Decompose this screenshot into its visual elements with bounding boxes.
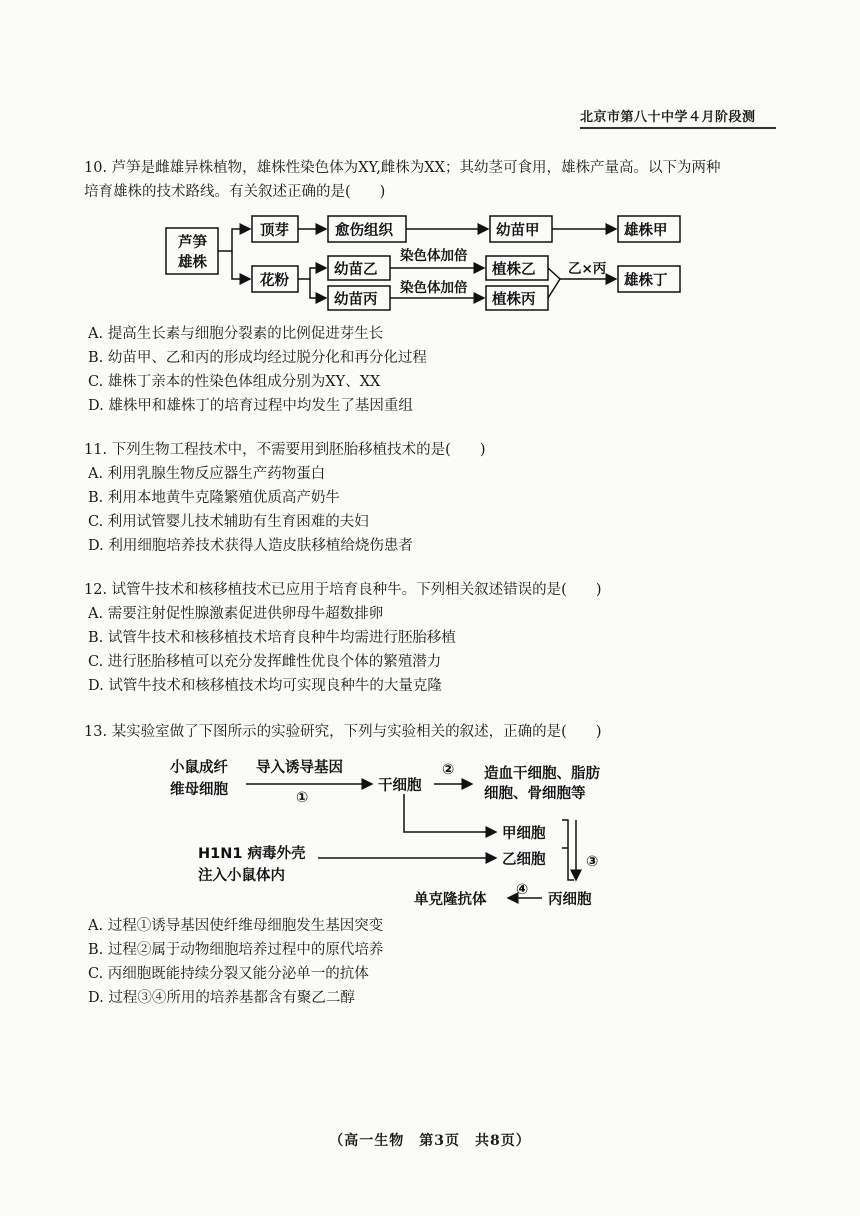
q13-diagram [166,752,646,916]
step1-label: ① [296,790,309,806]
induce-label: 导入诱导基因 [256,760,343,776]
male-a-label: 雄株甲 [624,223,668,239]
cell-b-label: 乙细胞 [502,852,546,868]
cell-a-label: 甲细胞 [502,826,546,842]
q13-option-b: B. 过程②属于动物细胞培养过程中的原代培养 [88,942,384,958]
seedling-b-label: 幼苗乙 [334,262,378,278]
question-11 [84,438,784,558]
mouse-label-2: 维母细胞 [170,782,228,798]
cross-label: 乙×丙 [568,261,607,277]
q10-option-a: A. 提高生长素与细胞分裂素的比例促进芽生长 [88,326,384,342]
q13-stem: 13. 某实验室做了下图所示的实验研究，下列与实验相关的叙述，正确的是( ) [84,724,602,740]
antibody-label: 单克隆抗体 [414,892,487,908]
double-b-label: 染色体加倍 [400,248,468,264]
question-10 [84,156,784,204]
q10-option-c: C. 雄株丁亲本的性染色体组成分别为XY、XX [88,374,381,390]
q10-option-b: B. 幼苗甲、乙和丙的形成均经过脱分化和再分化过程 [88,350,427,366]
q13-options [84,914,784,1010]
q11-option-b: B. 利用本地黄牛克隆繁殖优质高产奶牛 [88,490,340,506]
stem-cell-label: 干细胞 [378,778,422,794]
q10-stem-line2: 培育雄株的技术路线。有关叙述正确的是( ) [84,184,386,200]
mouse-label-1: 小鼠成纤 [170,760,228,776]
question-13 [84,720,784,744]
result-label-1: 造血干细胞、脂肪 [484,766,600,782]
question-12 [84,578,784,698]
q10-diagram [160,210,700,320]
seedling-a-label: 幼苗甲 [496,223,540,239]
bud-label: 顶芽 [260,223,289,239]
q12-option-a: A. 需要注射促性腺激素促进供卵母牛超数排卵 [88,606,384,622]
step3-label: ③ [586,854,599,870]
q13-option-a: A. 过程①诱导基因使纤维母细胞发生基因突变 [88,918,384,934]
double-c-label: 染色体加倍 [400,280,468,296]
step2-label: ② [442,762,455,778]
q11-stem: 11. 下列生物工程技术中，不需要用到胚胎移植技术的是( ) [84,442,486,458]
pollen-label: 花粉 [260,273,289,289]
page-footer: （高一生物 第3页 共8页） [329,1133,531,1149]
q10-options [84,322,784,418]
plant-c-label: 植株丙 [492,292,536,308]
cell-c-label: 丙细胞 [548,892,592,908]
callus-label: 愈伤组织 [335,223,393,239]
q10-option-d: D. 雄株甲和雄株丁的培育过程中均发生了基因重组 [88,398,413,414]
source-label-2: 雄株 [178,255,207,271]
source-label-1: 芦笋 [178,235,207,251]
q12-option-d: D. 试管牛技术和核移植技术均可实现良种牛的大量克隆 [88,678,442,694]
virus-label-1: H1N1 病毒外壳 [198,846,306,862]
q13-option-c: C. 丙细胞既能持续分裂又能分泌单一的抗体 [88,966,369,982]
result-label-2: 细胞、骨细胞等 [484,786,586,802]
q12-option-b: B. 试管牛技术和核移植技术培育良种牛均需进行胚胎移植 [88,630,456,646]
q10-stem-line1: 10. 芦笋是雌雄异株植物，雄株性染色体为XY,雌株为XX；其幼茎可食用，雄株产量高。以下为两种 [84,160,721,176]
q11-option-d: D. 利用细胞培养技术获得人造皮肤移植给烧伤患者 [88,538,413,554]
seedling-c-label: 幼苗丙 [334,292,378,308]
school-header: 北京市第八十中学４月阶段测 [580,106,776,129]
plant-b-label: 植株乙 [492,262,536,278]
q13-option-d: D. 过程③④所用的培养基都含有聚乙二醇 [88,990,355,1006]
male-d-label: 雄株丁 [624,273,668,289]
q11-option-a: A. 利用乳腺生物反应器生产药物蛋白 [88,466,326,482]
virus-label-2: 注入小鼠体内 [198,868,285,884]
q12-option-c: C. 进行胚胎移植可以充分发挥雌性优良个体的繁殖潜力 [88,654,442,670]
q12-stem: 12. 试管牛技术和核移植技术已应用于培育良种牛。下列相关叙述错误的是( ) [84,582,602,598]
step4-label: ④ [516,882,529,898]
q11-option-c: C. 利用试管婴儿技术辅助有生育困难的夫妇 [88,514,369,530]
